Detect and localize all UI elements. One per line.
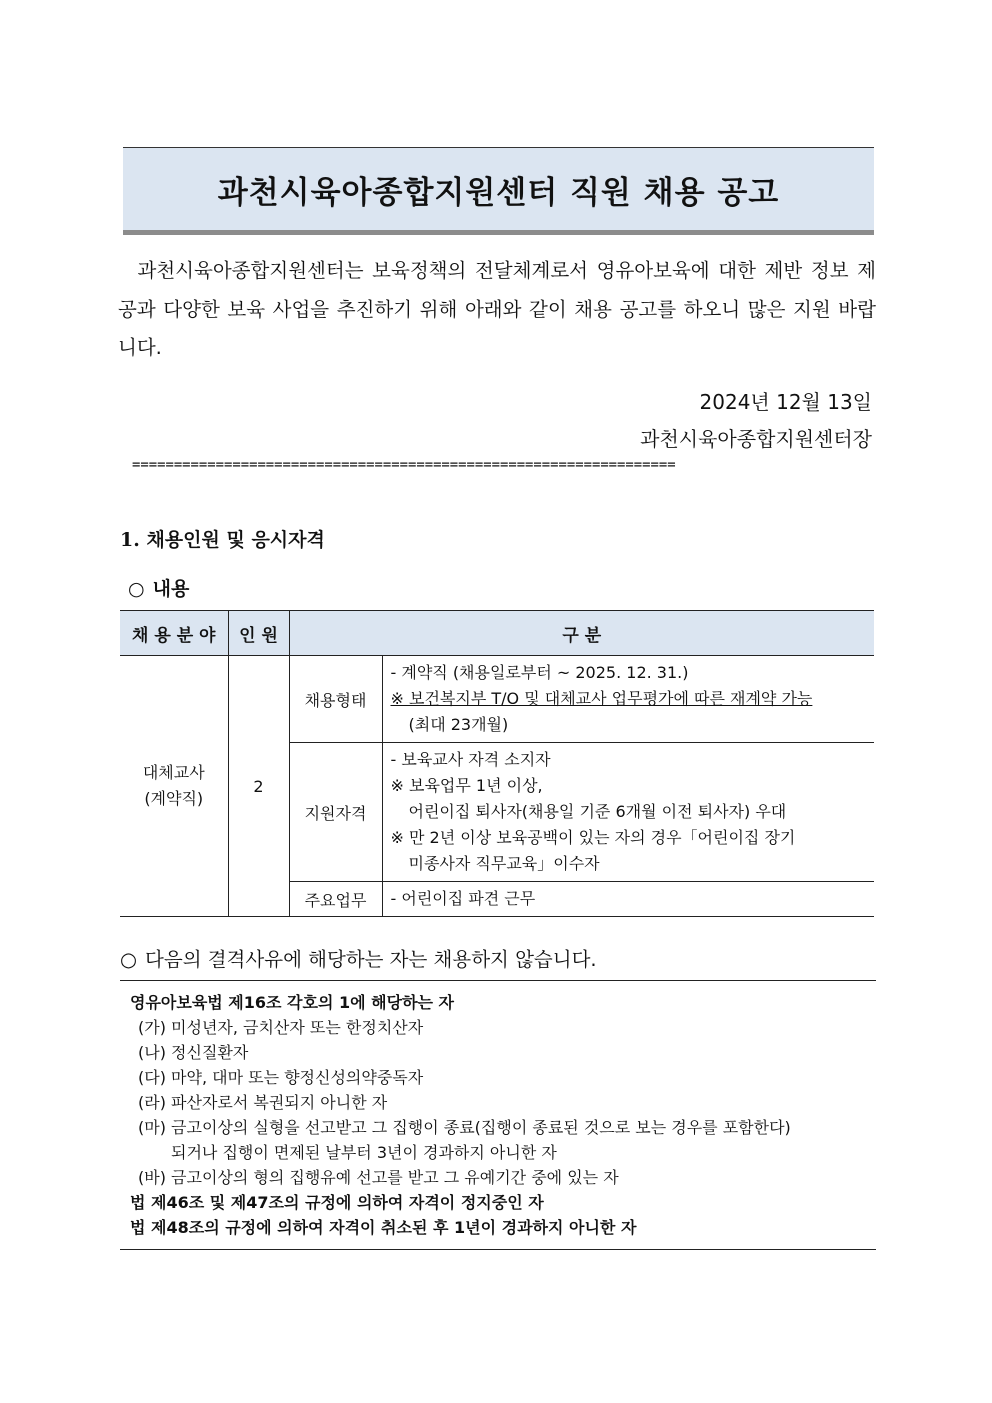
section-title: 1. 채용인원 및 응시자격	[120, 529, 325, 551]
detail-line: (최대 23개월)	[408, 715, 509, 734]
field-type: (계약직)	[144, 789, 204, 808]
detail-line: - 계약직 (채용일로부터 ~ 2025. 12. 31.)	[390, 663, 689, 682]
table-row	[120, 656, 874, 743]
signer: 과천시육아종합지원센터장	[640, 427, 872, 451]
list-item: 법 제48조의 규정에 의하여 자격이 취소된 후 1년이 경과하지 아니한 자	[130, 1218, 637, 1237]
list-item: (바) 금고이상의 형의 집행유예 선고를 받고 그 유예기간 중에 있는 자	[138, 1168, 619, 1187]
header-field: 채 용 분 야	[120, 611, 228, 656]
content-heading	[128, 574, 189, 601]
list-item: (나) 정신질환자	[138, 1043, 249, 1062]
recruitment-table	[120, 610, 874, 917]
header-category: 구 분	[289, 611, 874, 656]
field-cell	[120, 656, 228, 917]
detail-line: ※ 보육업무 1년 이상,	[390, 776, 543, 795]
disqualification-list	[130, 990, 791, 1240]
title-box	[123, 147, 874, 235]
detail-line: ※ 만 2년 이상 보육공백이 있는 자의 경우「어린이집 장기	[390, 828, 796, 847]
detail-line: 미종사자 직무교육」이수자	[408, 854, 600, 873]
intro-text: 과천시육아종합지원센터는 보육정책의 전달체계로서 영유아보육에 대한 제반 정보 제공과 다양한 보육 사업을 추진하기 위해 아래와 같이 채용 공고를 하오니 많은 지원 바랍니다.	[118, 259, 876, 359]
list-item: (가) 미성년자, 금치산자 또는 한정치산자	[138, 1018, 424, 1037]
header-count: 인 원	[228, 611, 289, 656]
row-detail	[382, 656, 874, 743]
list-item: 법 제46조 및 제47조의 규정에 의하여 자격이 정지중인 자	[130, 1193, 544, 1212]
disqualification-heading-text: 다음의 결격사유에 해당하는 자는 채용하지 않습니다.	[145, 948, 597, 971]
divider-line: =================================================================	[132, 458, 676, 472]
count-cell: 2	[228, 656, 289, 917]
row-detail	[382, 743, 874, 882]
detail-line: ※ 보건복지부 T/O 및 대체교사 업무평가에 따른 재계약 가능	[390, 689, 813, 708]
disqualification-heading	[120, 944, 597, 972]
table-header-row	[120, 611, 874, 656]
detail-line: - 어린이집 파견 근무	[390, 889, 536, 908]
intro-paragraph	[118, 252, 876, 368]
row-label: 주요업무	[289, 882, 382, 917]
detail-line: 어린이집 퇴사자(채용일 기준 6개월 이전 퇴사자) 우대	[408, 802, 787, 821]
list-item: 영유아보육법 제16조 각호의 1에 해당하는 자	[130, 993, 455, 1012]
field-name: 대체교사	[142, 763, 205, 782]
circle-bullet: ○	[120, 948, 138, 971]
page-title: 과천시육아종합지원센터 직원 채용 공고	[217, 174, 780, 211]
content-heading-label: 내용	[152, 578, 190, 600]
list-item: (마) 금고이상의 실형을 선고받고 그 집행이 종료(집행이 종료된 것으로 보는 경우를 포함한다)	[138, 1118, 791, 1137]
row-label: 채용형태	[289, 656, 382, 743]
list-item: (라) 파산자로서 복권되지 아니한 자	[138, 1093, 388, 1112]
detail-line: - 보육교사 자격 소지자	[390, 750, 551, 769]
row-label: 지원자격	[289, 743, 382, 882]
row-detail	[382, 882, 874, 917]
list-item: (다) 마약, 대마 또는 향정신성의약중독자	[138, 1068, 424, 1087]
circle-bullet: ○	[128, 578, 145, 600]
announcement-date: 2024년 12월 13일	[699, 390, 872, 414]
list-item: 되거나 집행이 면제된 날부터 3년이 경과하지 아니한 자	[171, 1143, 557, 1162]
